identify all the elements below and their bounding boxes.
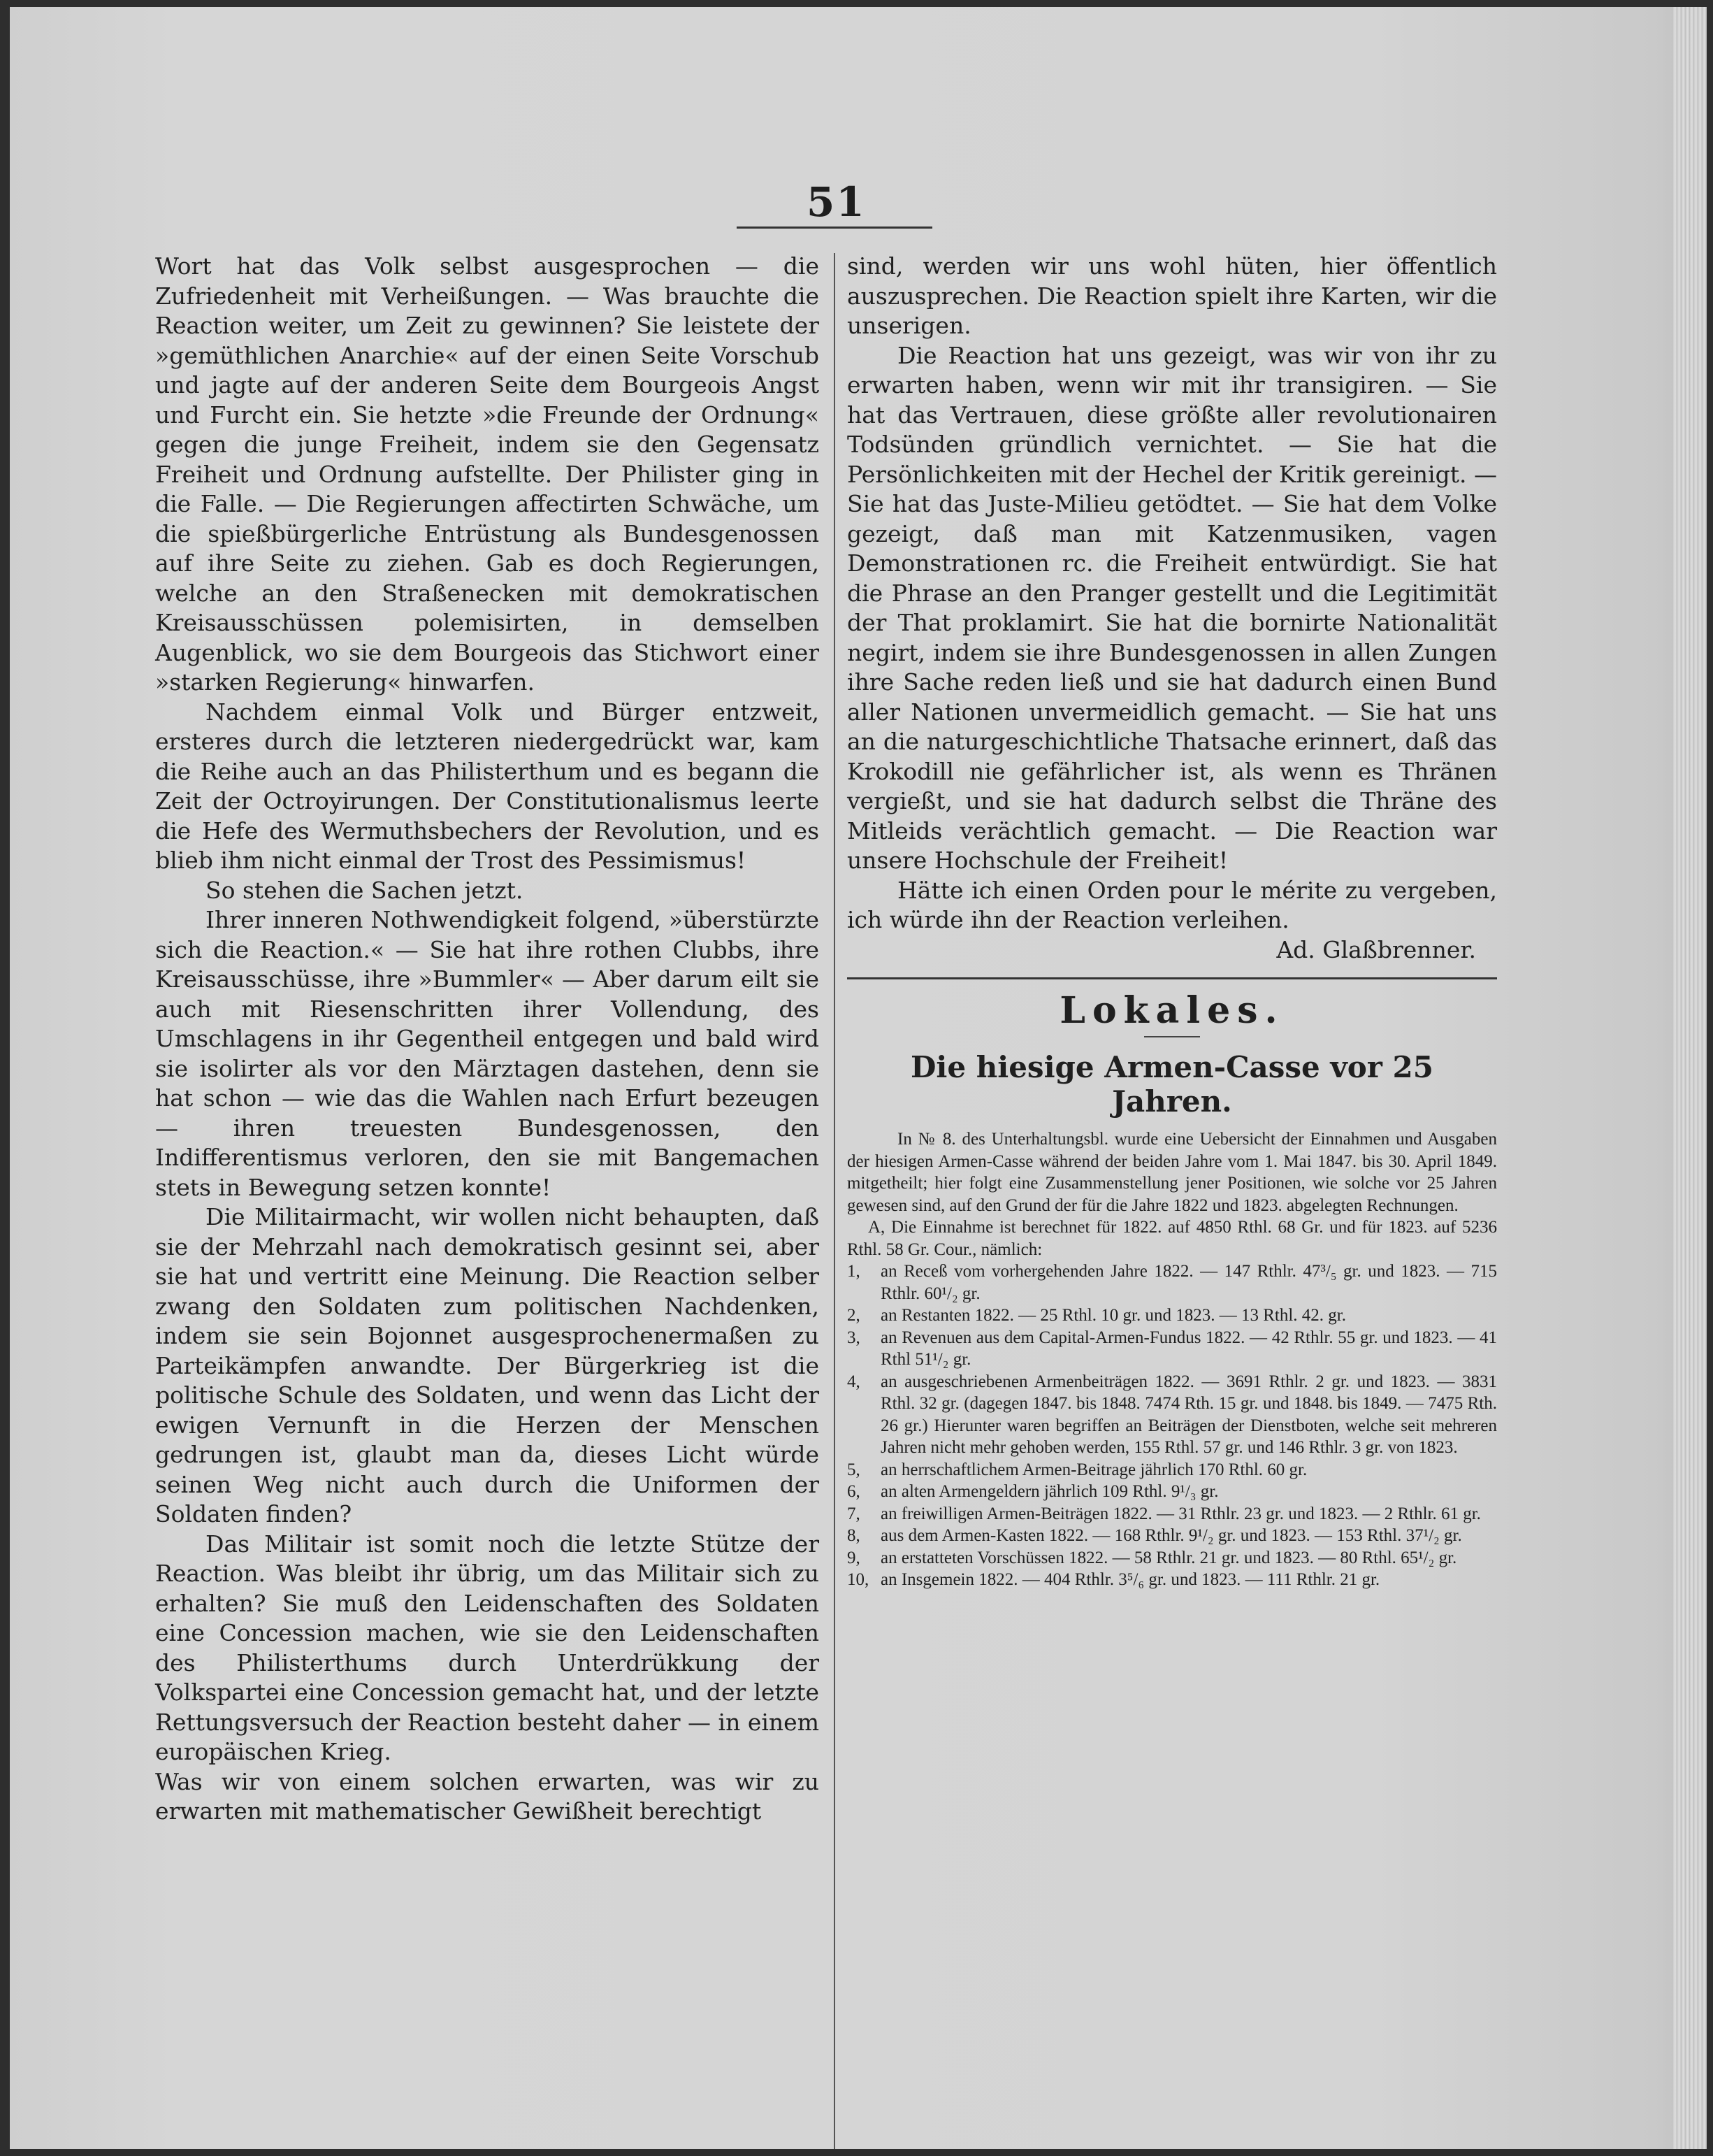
list-item	[847, 1525, 1497, 1547]
paragraph: Wort hat das Volk selbst ausgesprochen — die Zufriedenheit mit Verheißungen. — Was brauchte die Reaction weiter, um Zeit zu gewinnen? Sie leistete der »gemüthlichen Anarchie« auf der einen Seite Vorschub und jagte auf der anderen Seite dem Bourgeois Angst und Furcht ein. Sie hetzte »die Freunde der Ordnung« gegen die junge Freiheit, indem sie den Gegensatz Freiheit und Ordnung aufstellte. Der Philister ging in die Falle. — Die Regierungen affectirten Schwäche, um die spießbürgerliche Entrüstung als Bundesgenossen auf ihre Seite zu ziehen. Gab es doch Regierungen, welche an den Straßenecken mit demokratischen Kreisausschüssen polemisirten, in demselben Augenblick, wo sie dem Bourgeois das Stichwort einer »starken Regierung« hinwarfen.	[155, 252, 819, 696]
list-item-number: 5,	[847, 1460, 860, 1479]
list-item-number: 4,	[847, 1372, 860, 1391]
paragraph: Nachdem einmal Volk und Bürger entzweit, ersteres durch die letzteren niedergedrückt war, kam die Reihe auch an das Philisterthum und es begann die Zeit der Octroyirungen. Der Constitutionalismus leerte die Hefe des Wermuthsbechers der Revolution, und es blieb ihm nicht einmal der Trost des Pessimismus!	[155, 698, 819, 874]
list-item-text: an Restanten 1822. — 25 Rthl. 10 gr. und 1823. — 13 Rthl. 42. gr.	[881, 1306, 1346, 1325]
paragraph: Die Reaction hat uns gezeigt, was wir von ihr zu erwarten haben, wenn wir mit ihr transigiren. — Sie hat das Vertrauen, diese größte aller revolutionairen Todsünden gründlich vernichtet. — Sie hat die Persönlichkeiten mit der Hechel der Kritik gereinigt. — Sie hat das Juste-Milieu getödtet. — Sie hat dem Volke gezeigt, daß man mit Katzenmusiken, vagen Demonstrationen rc. die Freiheit entwürdigt. Sie hat die Phrase an den Pranger gestellt und die Legitimität der That proklamirt. Sie hat die bornirte Nationalität negirt, indem sie ihre Bundesgenossen in allen Zungen ihre Sache reden ließ und sie hat dadurch einen Bund aller Nationen unvermeidlich gemacht. — Sie hat uns an die naturgeschichtliche Thatsache erinnert, daß das Krokodill nie gefährlicher ist, als wenn es Thränen vergießt, und sie hat dadurch selbst die Thräne des Mitleids verächtlich gemacht. — Die Reaction war unsere Hochschule der Freiheit!	[847, 341, 1497, 874]
list-item	[847, 1371, 1497, 1459]
right-column	[847, 252, 1497, 1591]
signature: Ad. Glaßbrenner.	[1276, 935, 1476, 963]
list-item-text: an alten Armengeldern jährlich 109 Rthl. 9¹/₃ gr.	[881, 1482, 1219, 1501]
list-item	[847, 1260, 1497, 1305]
list-item-text: an erstatteten Vorschüssen 1822. — 58 Rthlr. 21 gr. und 1823. — 80 Rthl. 65¹/₂ gr.	[881, 1548, 1457, 1567]
list-item	[847, 1569, 1497, 1591]
paragraph: Hätte ich einen Orden pour le mérite zu vergeben, ich würde ihn der Reaction verleihen.	[847, 876, 1497, 933]
paragraph: Ihrer inneren Nothwendigkeit folgend, »überstürzte sich die Reaction.« — Sie hat ihre rothen Clubbs, ihre Kreisausschüsse, ihre »Bummler« — Aber darum eilt sie auch mit Riesenschritten ihrer Vollendung, des Umschlagens in ihr Gegentheil entgegen und bald wird sie isolirter als vor den Märztagen dastehen, denn sie hat schon — wie das die Wahlen nach Erfurt bezeugen — ihren treuesten Bundesgenossen, den Indifferentismus verloren, den sie mit Bangemachen stets in Bewegung setzen konnte!	[155, 906, 819, 1201]
paragraph: So stehen die Sachen jetzt.	[205, 876, 523, 904]
newspaper-page	[10, 7, 1707, 2149]
list-item-text: aus dem Armen-Kasten 1822. — 168 Rthlr. 9¹/₂ gr. und 1823. — 153 Rthl. 37¹/₂ gr.	[881, 1526, 1462, 1545]
page-number: 51	[807, 178, 866, 226]
list-item-number: 2,	[847, 1306, 860, 1325]
list-item-text: an Revenuen aus dem Capital-Armen-Fundus 1822. — 42 Rthlr. 55 gr. und 1823. — 41 Rthl 51¹/₂ gr.	[881, 1328, 1497, 1369]
list-item-number: 7,	[847, 1504, 860, 1523]
list-item-text: an herrschaftlichem Armen-Beitrage jährlich 170 Rthl. 60 gr.	[881, 1460, 1308, 1479]
list-item-number: 6,	[847, 1482, 860, 1501]
list-item-number: 9,	[847, 1548, 860, 1567]
article-body	[847, 1128, 1497, 1591]
article-income-heading: A, Die Einnahme ist berechnet für 1822. auf 4850 Rthl. 68 Gr. und für 1823. auf 5236 Rthl. 58 Gr. Cour., nämlich:	[847, 1218, 1497, 1259]
list-item	[847, 1305, 1497, 1327]
paragraph: Was wir von einem solchen erwarten, was wir zu erwarten mit mathematischer Gewißheit berechtigt	[155, 1767, 819, 1825]
left-column	[155, 252, 819, 1827]
header-rule	[737, 227, 932, 229]
article-title: Die hiesige Armen-Casse vor 25 Jahren.	[911, 1050, 1433, 1119]
section-rule	[847, 977, 1497, 979]
section-title-rule	[1144, 1036, 1200, 1037]
list-item-number: 10,	[847, 1570, 869, 1589]
list-item	[847, 1503, 1497, 1525]
list-item	[847, 1327, 1497, 1371]
income-items-list	[847, 1260, 1497, 1591]
right-column-text	[847, 252, 1497, 935]
list-item-number: 3,	[847, 1328, 860, 1347]
list-item	[847, 1547, 1497, 1569]
list-item-text: an freiwilligen Armen-Beiträgen 1822. — 31 Rthlr. 23 gr. und 1823. — 2 Rthlr. 61 gr.	[881, 1504, 1481, 1523]
list-item-text: an Receß vom vorhergehenden Jahre 1822. — 147 Rthlr. 47³/₅ gr. und 1823. — 715 Rthlr. 60¹/₂ gr.	[881, 1262, 1497, 1303]
list-item-number: 8,	[847, 1526, 860, 1545]
list-item-number: 1,	[847, 1262, 860, 1281]
paragraph: Das Militair ist somit noch die letzte Stütze der Reaction. Was bleibt ihr übrig, um das Militair sich zu erhalten? Sie muß den Leidenschaften des Soldaten eine Concession machen, wie sie den Leidenschaften des Philisterthums durch Unterdrükkung der Volkspartei eine Concession gemacht hat, und der letzte Rettungsversuch der Reaction besteht daher — in einem europäischen Krieg.	[155, 1530, 819, 1765]
list-item	[847, 1481, 1497, 1503]
list-item-text: an ausgeschriebenen Armenbeiträgen 1822. — 3691 Rthlr. 2 gr. und 1823. — 3831 Rthl. 32 gr. (dagegen 1847. bis 1848. 7474 Rth. 15 gr. und 1848. bis 1849. — 7475 Rth. 26 gr.) Hierunter waren begriffen an Beiträgen der Dienstboten, welche seit mehreren Jahren nicht mehr gehoben werden, 155 Rthl. 57 gr. und 146 Rthlr. 3 gr. von 1823.	[881, 1372, 1497, 1457]
paragraph: Die Militairmacht, wir wollen nicht behaupten, daß sie der Mehrzahl nach demokratisch gesinnt sei, aber sie hat und vertritt eine Meinung. Die Reaction selber zwang den Soldaten zum politischen Nachdenken, indem sie sein Bojonnet ausgesprochenermaßen zu Parteikämpfen anwandte. Der Bürgerkrieg ist die politische Schule des Soldaten, und wenn das Licht der ewigen Vernunft in die Herzen der Menschen gedrungen ist, glaubt man da, dieses Licht würde seinen Weg nicht auch durch die Uniformen der Soldaten finden?	[155, 1203, 819, 1528]
column-divider	[834, 253, 835, 2149]
list-item	[847, 1459, 1497, 1481]
list-item-text: an Insgemein 1822. — 404 Rthlr. 3⁵/₆ gr. und 1823. — 111 Rthlr. 21 gr.	[881, 1570, 1380, 1589]
paragraph: sind, werden wir uns wohl hüten, hier öffentlich auszusprechen. Die Reaction spielt ihre Karten, wir die unserigen.	[847, 252, 1497, 339]
section-title: Lokales.	[1060, 989, 1285, 1032]
page-edge	[1673, 7, 1707, 2149]
article-intro: In № 8. des Unterhaltungsbl. wurde eine Uebersicht der Einnahmen und Ausgaben der hiesigen Armen-Casse während der beiden Jahre vom 1. Mai 1847. bis 30. April 1849. mitgetheilt; hier folgt eine Zusammenstellung jener Positionen, wie solche vor 25 Jahren gewesen sind, auf den Grund der für die Jahre 1822 und 1823. abgelegten Rechnungen.	[847, 1130, 1497, 1215]
